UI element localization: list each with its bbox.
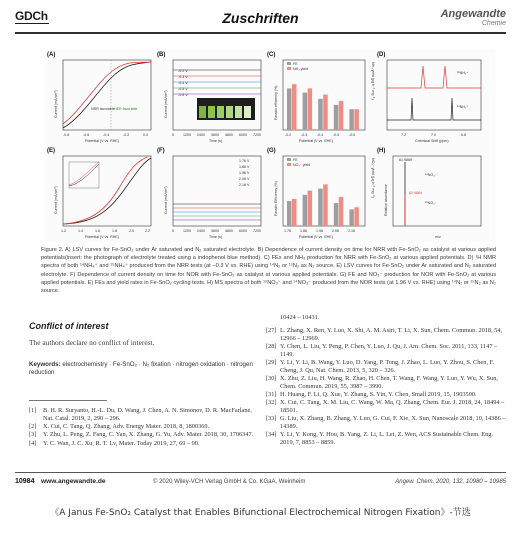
panel-h	[377, 148, 485, 240]
keywords	[29, 361, 261, 378]
panel-a-tick-3: -0.2	[123, 133, 130, 137]
panel-d-tick-2: 6.8	[461, 133, 466, 137]
panel-f-tick-5: 6000	[239, 229, 247, 233]
panel-d-14n-spectrum	[387, 98, 481, 120]
panel-b	[157, 52, 265, 144]
panel-f-legend-4: 2.16 V	[239, 183, 250, 187]
reference-item: [34] Y. Li, Y. Kong, Y. Hou, B. Yang, Z. Li, L. Lei, Z. Wen, ACS Sustainable Chem. Eng. 2019, 7, 8853 – 8859.	[266, 431, 494, 446]
panel-e	[47, 148, 155, 240]
panel-g-tick-2: 1.96	[316, 229, 323, 233]
panel-e-plot	[51, 154, 155, 240]
panel-b-label: (B)	[157, 52, 166, 58]
right-column	[266, 314, 506, 447]
panel-g-tick-3: 2.06	[332, 229, 339, 233]
panel-f-tick-6: 7200	[253, 229, 261, 233]
panel-f-legend-2: 1.96 V	[239, 171, 250, 175]
panel-c-bar-0-2	[318, 99, 323, 130]
panel-c-bar-1-1	[308, 88, 313, 130]
panel-c-tick-3: -0.5	[333, 133, 340, 137]
panel-b-legend-3: -0.5 V	[178, 87, 188, 91]
panel-b-ylabel: Current (mA/cm²)	[164, 90, 168, 118]
panel-c-bar-0-4	[349, 109, 354, 130]
panel-a-note-her: HER favorable	[114, 107, 138, 111]
panel-f-label: (F)	[157, 148, 165, 154]
keywords-text: electrochemistry · Fe-SnO₂ · N₂ fixation · nitrogen oxidation · nitrogen reduction	[29, 361, 253, 377]
panel-d-15n-spectrum	[387, 66, 481, 88]
panel-a-ar-curve	[63, 62, 151, 128]
panel-g-legend-1: NO₃⁻ yield	[293, 163, 311, 167]
figure-2	[45, 50, 495, 242]
panel-e-n2-curve	[63, 157, 147, 224]
panel-d-tick-0: 7.2	[401, 133, 406, 137]
panel-b-xlabel: Time (s)	[209, 139, 223, 143]
panel-b-tick-2: 2400	[197, 133, 205, 137]
panel-c-bar-0-1	[303, 93, 308, 130]
panel-f-tick-3: 3600	[211, 229, 219, 233]
panel-g-xlabel: Potential (V vs. RHE)	[299, 235, 333, 239]
header-rule	[15, 32, 506, 34]
page-footer	[15, 478, 506, 490]
panel-b-legend-1: -0.3 V	[178, 75, 188, 79]
panel-h-label: (H)	[377, 148, 386, 154]
panel-a-tick-1: -0.6	[83, 133, 90, 137]
panel-c-label: (C)	[267, 52, 276, 58]
reference-item: [4] Y. C. Wan, J. C. Xu, R. T. Lv, Mater. Today 2019, 27, 69 – 90.	[29, 439, 200, 447]
panel-e-ylabel: Current (mA/cm²)	[54, 186, 58, 214]
panel-c-tick-4: -0.6	[349, 133, 356, 137]
panel-d-xlabel: Chemical Shift (ppm)	[415, 139, 449, 143]
panel-c-xlabel: Potential (V vs. RHE)	[299, 139, 333, 143]
references-right	[266, 327, 506, 447]
panel-c-bar-0-0	[287, 88, 292, 130]
gdch-logo: GDCh	[15, 9, 48, 23]
left-column	[29, 321, 261, 448]
page-number: 10984	[15, 478, 35, 485]
panel-c-ylabel: Faradic efficiency (%)	[274, 85, 278, 120]
panel-h-value-0: 61.9889	[399, 158, 412, 162]
panel-b-tick-5: 6000	[239, 133, 247, 137]
panel-c-bar-1-3	[339, 101, 344, 130]
reference-item: [32] X. Cui, C. Tang, X. M. Liu, C. Wang, W. Ma, Q. Zhang, Chem. Eur. J. 2018, 24, 18494 – 18501.	[266, 399, 505, 414]
panel-f	[157, 148, 265, 240]
panel-b-tick-0: 0	[172, 133, 174, 137]
panel-e-tick-2: 1.6	[95, 229, 100, 233]
panel-g-bar-0-1	[303, 195, 308, 226]
panel-d-peak-14: ¹⁴NH₄⁺	[457, 105, 469, 109]
panel-h-xlabel: m/z	[435, 235, 441, 239]
panel-a-label: (A)	[47, 52, 56, 58]
conflict-title: Conflict of interest	[29, 321, 109, 331]
keywords-label: Keywords:	[29, 361, 61, 368]
reference-continuation: 10424 – 10431.	[280, 314, 320, 321]
panel-c-bar-1-2	[323, 95, 328, 130]
footer-site: www.angewandte.de	[41, 478, 106, 485]
panel-f-tick-2: 2400	[197, 229, 205, 233]
figure-caption: Figure 2. A) LSV curves for Fe-SnO₂ under Ar saturated and N₂ saturated electrolyte. B) Dependence of current density on time for NRR with Fe-SnO₂ as catalyst at various applied potentials(insert: the photograph of electrolyte treated using a indophenol blue method). C) FEs and NH₃ production for NRR with Fe-SnO₂ at various applied potentials. D) ¹H NMR spectra of both ¹⁴NH₄⁺ and ¹⁵NH₄⁺ produced from the NRR tests (at −0.3 V vs. RHE) using ¹⁴N₂ or ¹⁵N₂ as N₂ source. E) LSV curves for Fe-SnO₂ under Ar saturated and N₂ saturated electrolyte. F) Dependence of current density on time for NOR with Fe-SnO₂ as catalyst at various applied potentials. G) FE and NO₃⁻ production for NOR with Fe-SnO₂ at various applied potentials. E) FEs and yield rates in Fe-SnO₂ cycling tests. H) MS spectra of both ¹⁵NO₃⁻ and ¹⁴NO₃⁻ produced from the NOR tests (at 1.96 V vs. RHE) using ¹⁴N₂ or ¹⁵N₂ as N₂ source.	[41, 247, 496, 295]
footer-citation: Angew. Chem. 2020, 132, 10980 – 10985	[395, 479, 506, 485]
panel-g-bar-1-3	[339, 197, 344, 226]
panel-c-bar-1-0	[292, 84, 297, 130]
panel-f-xlabel: Time (s)	[209, 235, 223, 239]
panel-g-label: (G)	[267, 148, 276, 154]
panel-d	[377, 52, 485, 144]
panel-g-bar-1-2	[323, 184, 328, 226]
panel-g-bar-1-1	[308, 191, 313, 226]
journal-logo	[441, 9, 506, 29]
panel-g-legend-0: FE	[293, 158, 298, 162]
panel-b-legend-4: -0.6 V	[178, 93, 188, 97]
section-title: Zuschriften	[222, 10, 299, 26]
panel-e-xlabel: Potential (V vs. RHE)	[85, 235, 119, 239]
panel-g-bar-1-4	[354, 207, 359, 226]
reference-item: [3] Y. Zhu, L. Peng, Z. Fang, C. Yan, X. Zhang, G. Yu, Adv. Mater. 2018, 30, 1706347.	[29, 431, 254, 439]
panel-g-bar-0-4	[349, 209, 354, 226]
panel-d-peak-15: ¹⁵NH₄⁺	[457, 71, 469, 75]
panel-b-legend-0: -0.2 V	[178, 69, 188, 73]
panel-f-tick-4: 4800	[225, 229, 233, 233]
panel-b-legend-2: -0.4 V	[178, 81, 188, 85]
panel-g-ylabel: Faradic Efficiency (%)	[274, 181, 278, 216]
panel-e-label: (E)	[47, 148, 55, 154]
conflict-text: The authors declare no conflict of interest.	[29, 338, 155, 347]
panel-a-ylabel: Current (mA/cm²)	[54, 90, 58, 118]
journal-header	[7, 6, 514, 30]
reference-item: [28] Y. Chen, L. Liu, Y. Peng, P. Chen, Y. Luo, J. Qu, J. Am. Chem. Soc. 2011, 133, 1147 – 1149.	[266, 343, 498, 358]
panel-d-plot	[381, 58, 485, 144]
panel-e-tick-5: 2.2	[145, 229, 150, 233]
panel-a-tick-2: -0.4	[103, 133, 110, 137]
panel-a-tick-4: 0.0	[143, 133, 148, 137]
panel-g-bar-0-2	[318, 189, 323, 226]
panel-b-tick-6: 7200	[253, 133, 261, 137]
paper-page	[7, 6, 514, 503]
journal-name: Angewandte	[440, 8, 506, 20]
panel-f-tick-0: 0	[172, 229, 174, 233]
panel-c-legend-0: FE	[293, 62, 298, 66]
reference-item: [30] X. Zhu, Z. Liu, H. Wang, R. Zhao, H. Chen, T. Wang, F. Wang, Y. Luo, Y. Wu, X. Sun, Chem. Commun. 2019, 55, 3987 – 3990.	[266, 375, 498, 390]
panel-a-n2-curve	[63, 62, 151, 124]
panel-d-label: (D)	[377, 52, 386, 58]
panel-g-bar-0-0	[287, 201, 292, 226]
panel-a-xlabel: Potential (V vs. RHE)	[85, 139, 119, 143]
panel-g	[267, 148, 375, 240]
panel-c-bar-0-3	[334, 105, 339, 130]
panel-h-value-1: 62.9864	[409, 191, 422, 195]
panel-c-ylabel2: NH₃ yield (μg h⁻¹ mg⁻¹)	[371, 62, 375, 100]
references-left	[29, 407, 261, 448]
panel-g-bar-1-0	[292, 199, 297, 226]
reference-item: [2] X. Cui, C. Tang, Q. Zhang, Adv. Energy Mater. 2018, 8, 1800369.	[29, 423, 210, 431]
panel-a-tick-0: -0.8	[63, 133, 70, 137]
panel-b-tick-1: 1200	[183, 133, 191, 137]
panel-g-bar-0-3	[334, 203, 339, 226]
panel-e-ar-curve	[63, 158, 151, 224]
panel-b-tick-4: 4800	[225, 133, 233, 137]
panel-e-tick-3: 1.8	[112, 229, 117, 233]
panel-e-tick-4: 2.0	[129, 229, 134, 233]
panel-f-legend-3: 2.06 V	[239, 177, 250, 181]
panel-h-ylabel: Relative abundance	[384, 184, 388, 216]
panel-c-tick-2: -0.4	[317, 133, 324, 137]
panel-h-peak-label-0: ¹⁴NO₃⁻	[425, 173, 437, 177]
panel-f-legend-1: 1.86 V	[239, 165, 250, 169]
panel-h-peak-label-1: ¹⁵NO₃⁻	[425, 201, 437, 205]
excerpt-caption: 《A Janus Fe-SnO₂ Catalyst that Enables Bifunctional Electrochemical Nitrogen Fixation》-节选	[50, 508, 471, 518]
reference-item: [33] G. Liu, X. Zhang, B. Zhang, Y. Luo, G. Cui, F. Xie, X. Sun, Nanoscale 2018, 10, 14386 – 14389.	[266, 415, 506, 430]
footer-rule	[15, 472, 506, 473]
panel-a-note-nrr: NRR favorable	[91, 107, 115, 111]
panel-g-plot	[271, 154, 375, 240]
panel-c-plot	[271, 58, 375, 144]
panel-c	[267, 52, 375, 144]
panel-c-tick-0: -0.2	[285, 133, 292, 137]
panel-g-tick-1: 1.86	[300, 229, 307, 233]
panel-e-tick-0: 1.2	[61, 229, 66, 233]
panel-d-tick-1: 7.0	[431, 133, 436, 137]
reference-item: [29] Y. Li, Y. Li, B. Wang, Y. Luo, D. Yang, P. Tong, J. Zhao, L. Luo, Y. Zhou, S. Chen, F. Cheng, J. Qu, Nat. Chem. 2013, 5, 320 – 326.	[266, 359, 495, 374]
panel-a	[47, 52, 155, 144]
panel-h-plot	[381, 154, 485, 240]
panel-g-ylabel2: NO₃⁻ yield (μg h⁻¹ mg⁻¹)	[371, 158, 375, 198]
journal-sub: Chemie	[481, 20, 506, 27]
reference-item: [27] L. Zhang, X. Ren, Y. Luo, X. Shi, A. M. Asiri, T. Li, X. Sun, Chem. Commun. 2018, 54, 12966 – 12969.	[266, 327, 503, 342]
panel-b-plot	[161, 58, 265, 144]
panel-c-bar-1-4	[354, 109, 359, 130]
panel-f-plot	[161, 154, 265, 240]
reference-item: [31] H. Huang, F. Li, Q. Xue, Y. Zhang, S. Yin, Y. Chen, Small 2019, 15, 1903500.	[266, 391, 477, 398]
panel-a-plot	[51, 58, 155, 144]
panel-c-legend-1: NH₃ yield	[293, 67, 309, 71]
panel-f-ylabel: Current (mA/cm²)	[164, 186, 168, 214]
reference-item: [1] B. H. R. Suryanto, H.-L. Du, D. Wang, J. Chen, A. N. Simonov, D. R. MacFarlane, Nat. Catal. 2019, 2, 290 – 296.	[29, 406, 252, 423]
panel-f-legend-0: 1.76 V	[239, 159, 250, 163]
panel-b-tick-3: 3600	[211, 133, 219, 137]
panel-c-tick-1: -0.3	[301, 133, 308, 137]
panel-g-tick-4: 2.16	[348, 229, 355, 233]
references-rule	[29, 400, 107, 401]
panel-f-tick-1: 1200	[183, 229, 191, 233]
footer-copyright: © 2020 Wiley-VCH Verlag GmbH & Co. KGaA, Weinheim	[153, 479, 306, 485]
panel-g-tick-0: 1.76	[284, 229, 291, 233]
panel-e-tick-1: 1.4	[78, 229, 83, 233]
